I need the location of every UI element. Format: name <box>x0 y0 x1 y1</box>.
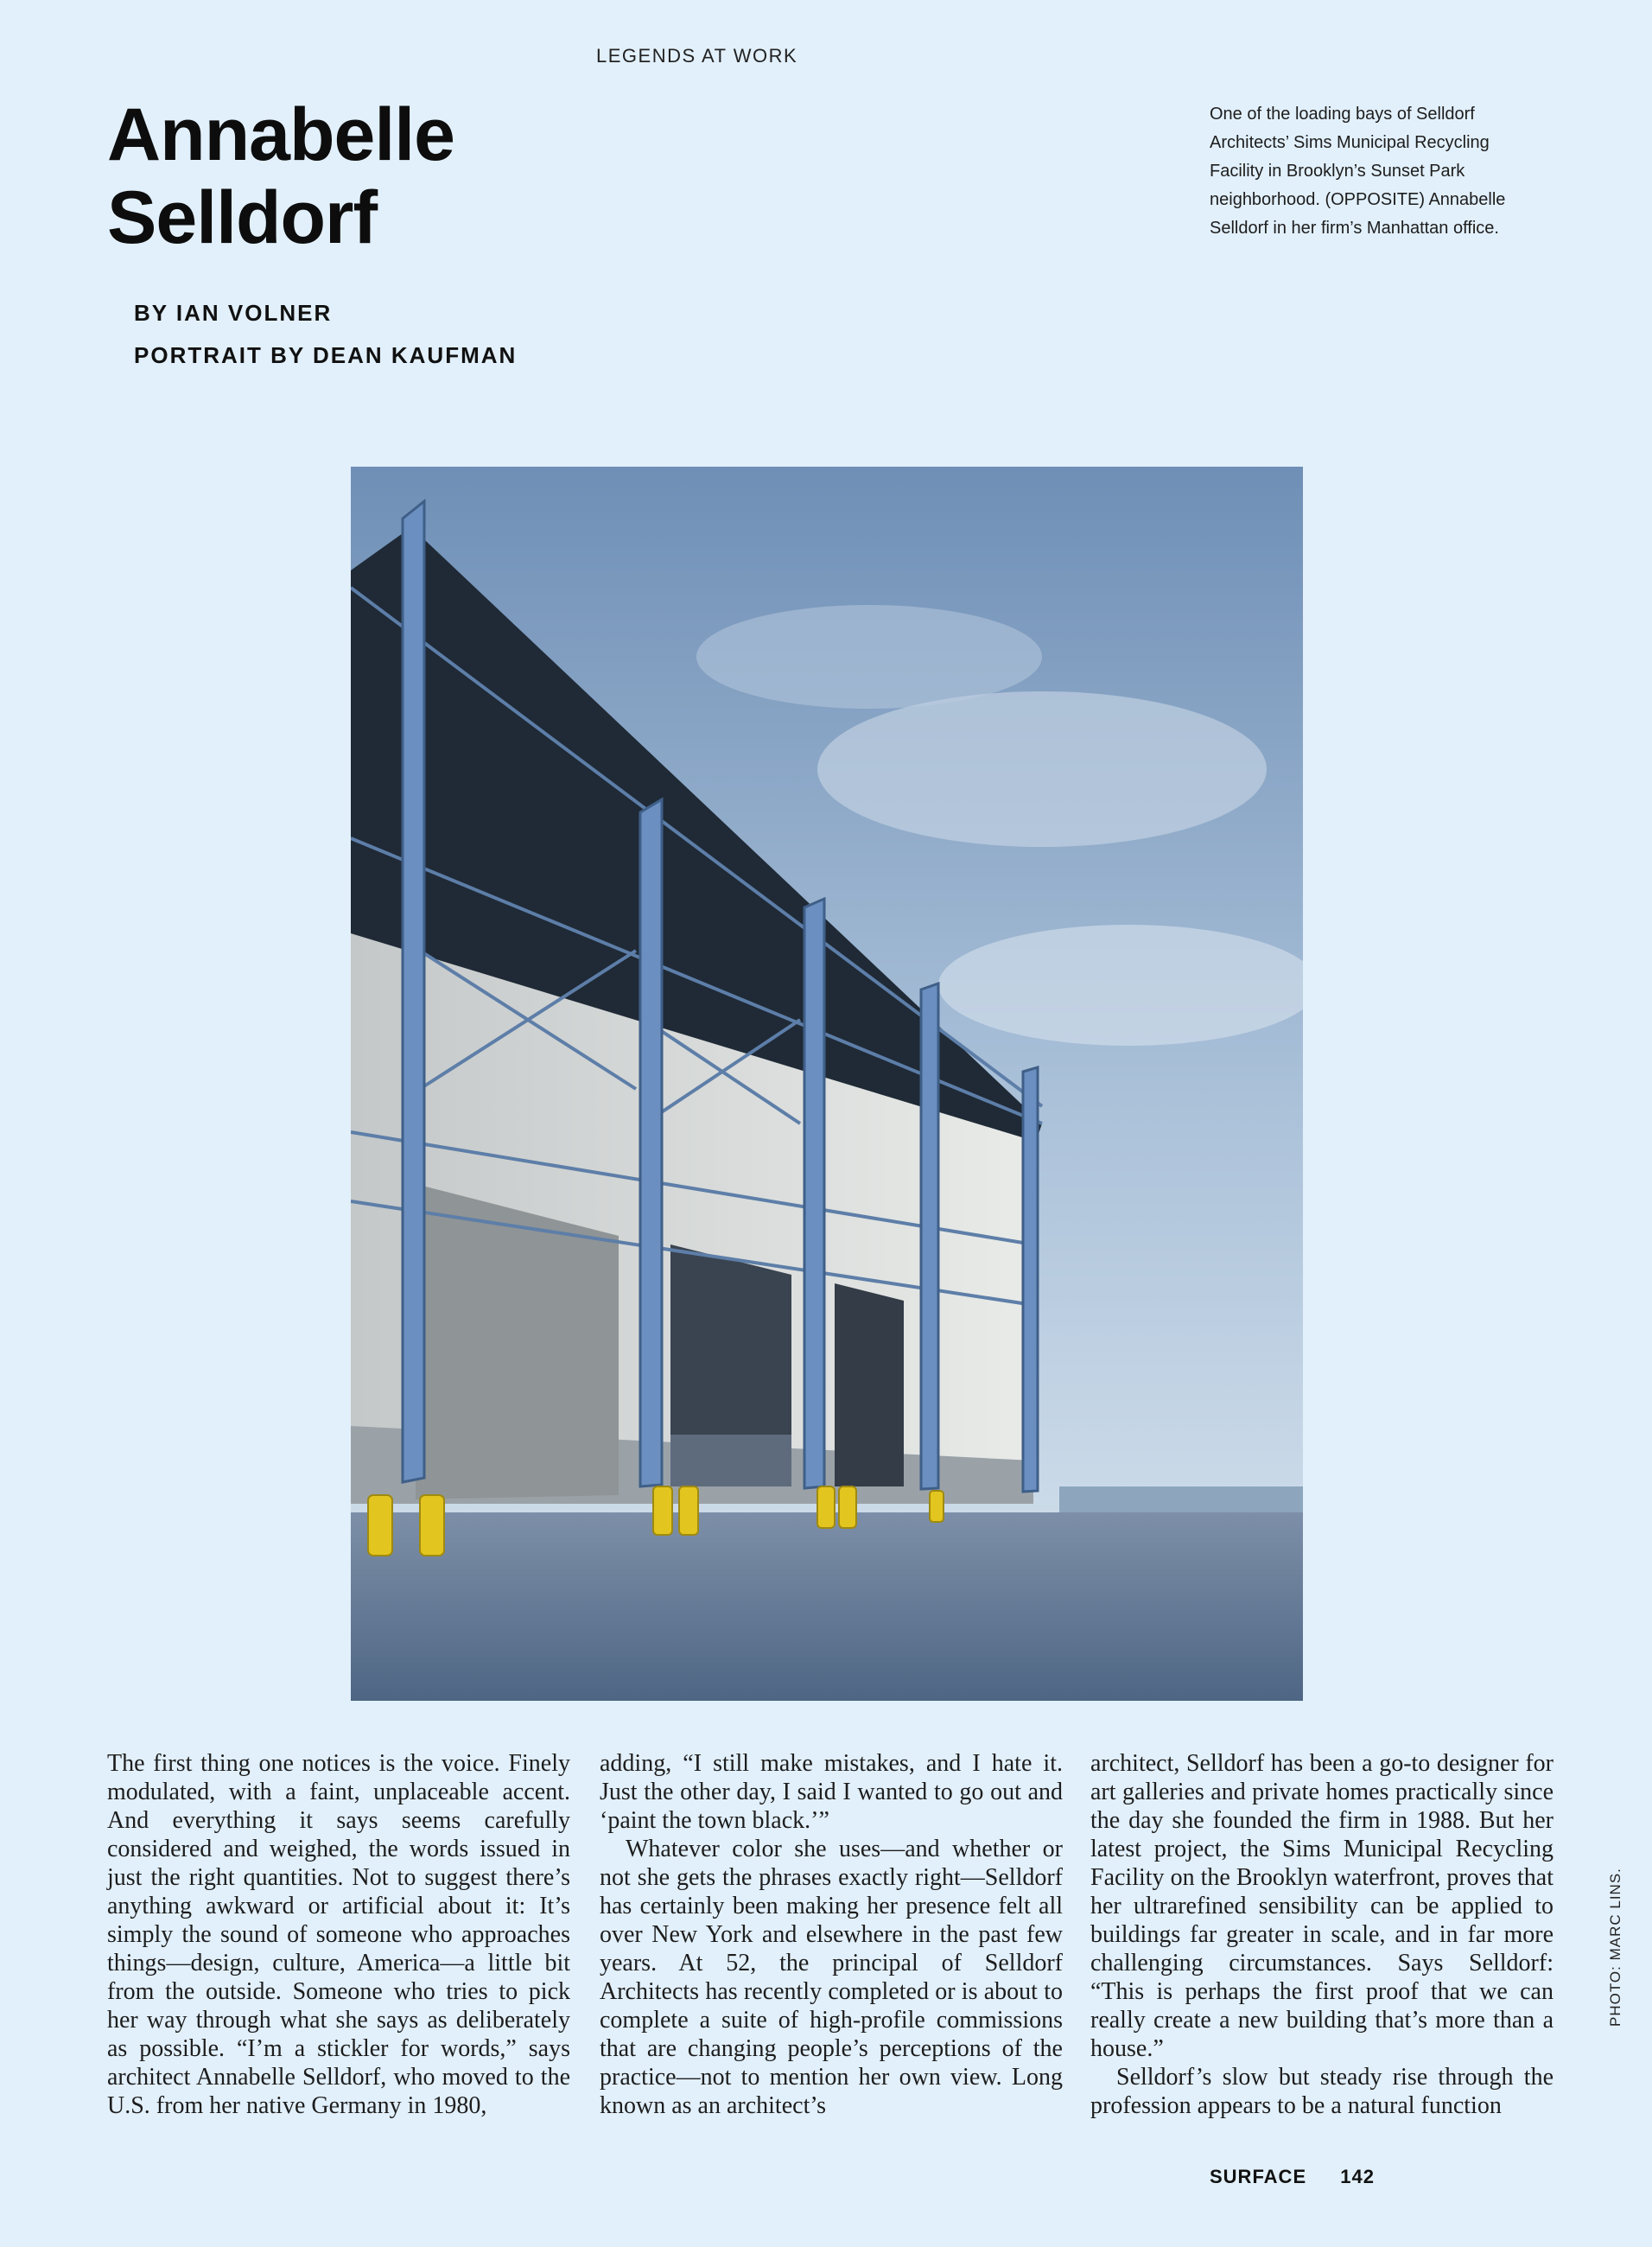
bollard <box>368 1495 392 1556</box>
body-paragraph: The first thing one notices is the voice. Finely modulated, with a faint, unplaceable accent. And everything it says seems carefully considered and weighed, the words issued in just the right quantities. Not to suggest there’s anything awkward or artificial about it: It’s simply the sound of someone who approaches things—design, culture, America—a little bit from the outside. Someone who tries to pick her way through what she says as deliberately as possible. “I’m a stickler for words,” says architect Annabelle Selldorf, who moved to the U.S. from her native Germany in 1980, <box>107 1750 570 2119</box>
open-bay-2 <box>835 1283 904 1486</box>
column-1 <box>403 501 424 1482</box>
page-footer <box>1210 2166 1375 2188</box>
title-line-2: Selldorf <box>107 176 378 259</box>
roll-up-door <box>416 1184 619 1499</box>
ground <box>351 1512 1303 1701</box>
bollard <box>653 1486 672 1535</box>
body-paragraph: Selldorf’s slow but steady rise through the profession appears to be a natural function <box>1090 2064 1554 2119</box>
article-title <box>107 93 454 259</box>
column-3 <box>804 899 824 1488</box>
bollard <box>839 1486 856 1528</box>
title-line-1: Annabelle <box>107 93 454 176</box>
bollard <box>420 1495 444 1556</box>
publication-name: SURFACE <box>1210 2166 1307 2187</box>
water <box>1059 1486 1303 1512</box>
body-paragraph: adding, “I still make mistakes, and I hate it. Just the other day, I said I wanted to go out and ‘paint the town black.’” <box>600 1750 1063 1834</box>
body-paragraph: Whatever color she uses—and whether or not she gets the phrases exactly right—Selldorf has certainly been making her presence felt all over New York and elsewhere in the past few years. At 52, the principal of Selldorf Architects has recently completed or is about to complete a suite of high-profile commissions that are changing people’s perceptions of the practice—not to mention her own view. Long known as an architect’s <box>600 1836 1063 2119</box>
facility-photo <box>351 467 1303 1701</box>
body-paragraph: architect, Selldorf has been a go-to designer for art galleries and private homes practically since the day she founded the firm in 1988. But her latest project, the Sims Municipal Recycling Facility on the Brooklyn waterfront, proves that her ultrarefined sensibility can be applied to buildings far greater in scale, and in far more challenging circumstances. Says Selldorf: “This is perhaps the first proof that we can really create a new building that’s more than a house.” <box>1090 1750 1554 2062</box>
author-byline: BY IAN VOLNER <box>134 300 333 326</box>
facility-illustration <box>351 467 1303 1701</box>
bollard <box>679 1486 698 1535</box>
body-column-1 <box>107 1749 570 2120</box>
photo-credit: PHOTO: MARC LINS. <box>1607 1868 1623 2027</box>
portrait-credit: PORTRAIT BY DEAN KAUFMAN <box>134 342 518 368</box>
body-column-3 <box>1090 1749 1554 2120</box>
bollard <box>817 1486 835 1528</box>
bollard <box>930 1491 944 1522</box>
column-4 <box>921 983 938 1489</box>
section-label: LEGENDS AT WORK <box>596 45 798 67</box>
body-column-2 <box>600 1749 1063 2120</box>
column-2 <box>640 799 662 1486</box>
page-number: 142 <box>1340 2166 1375 2187</box>
photo-caption: One of the loading bays of Selldorf Architects’ Sims Municipal Recycling Facility in Brooklyn’s Sunset Park neighborhood. (OPPOSITE) Annabelle Selldorf in her firm’s Manhattan office. <box>1210 105 1506 238</box>
column-5 <box>1023 1067 1038 1492</box>
